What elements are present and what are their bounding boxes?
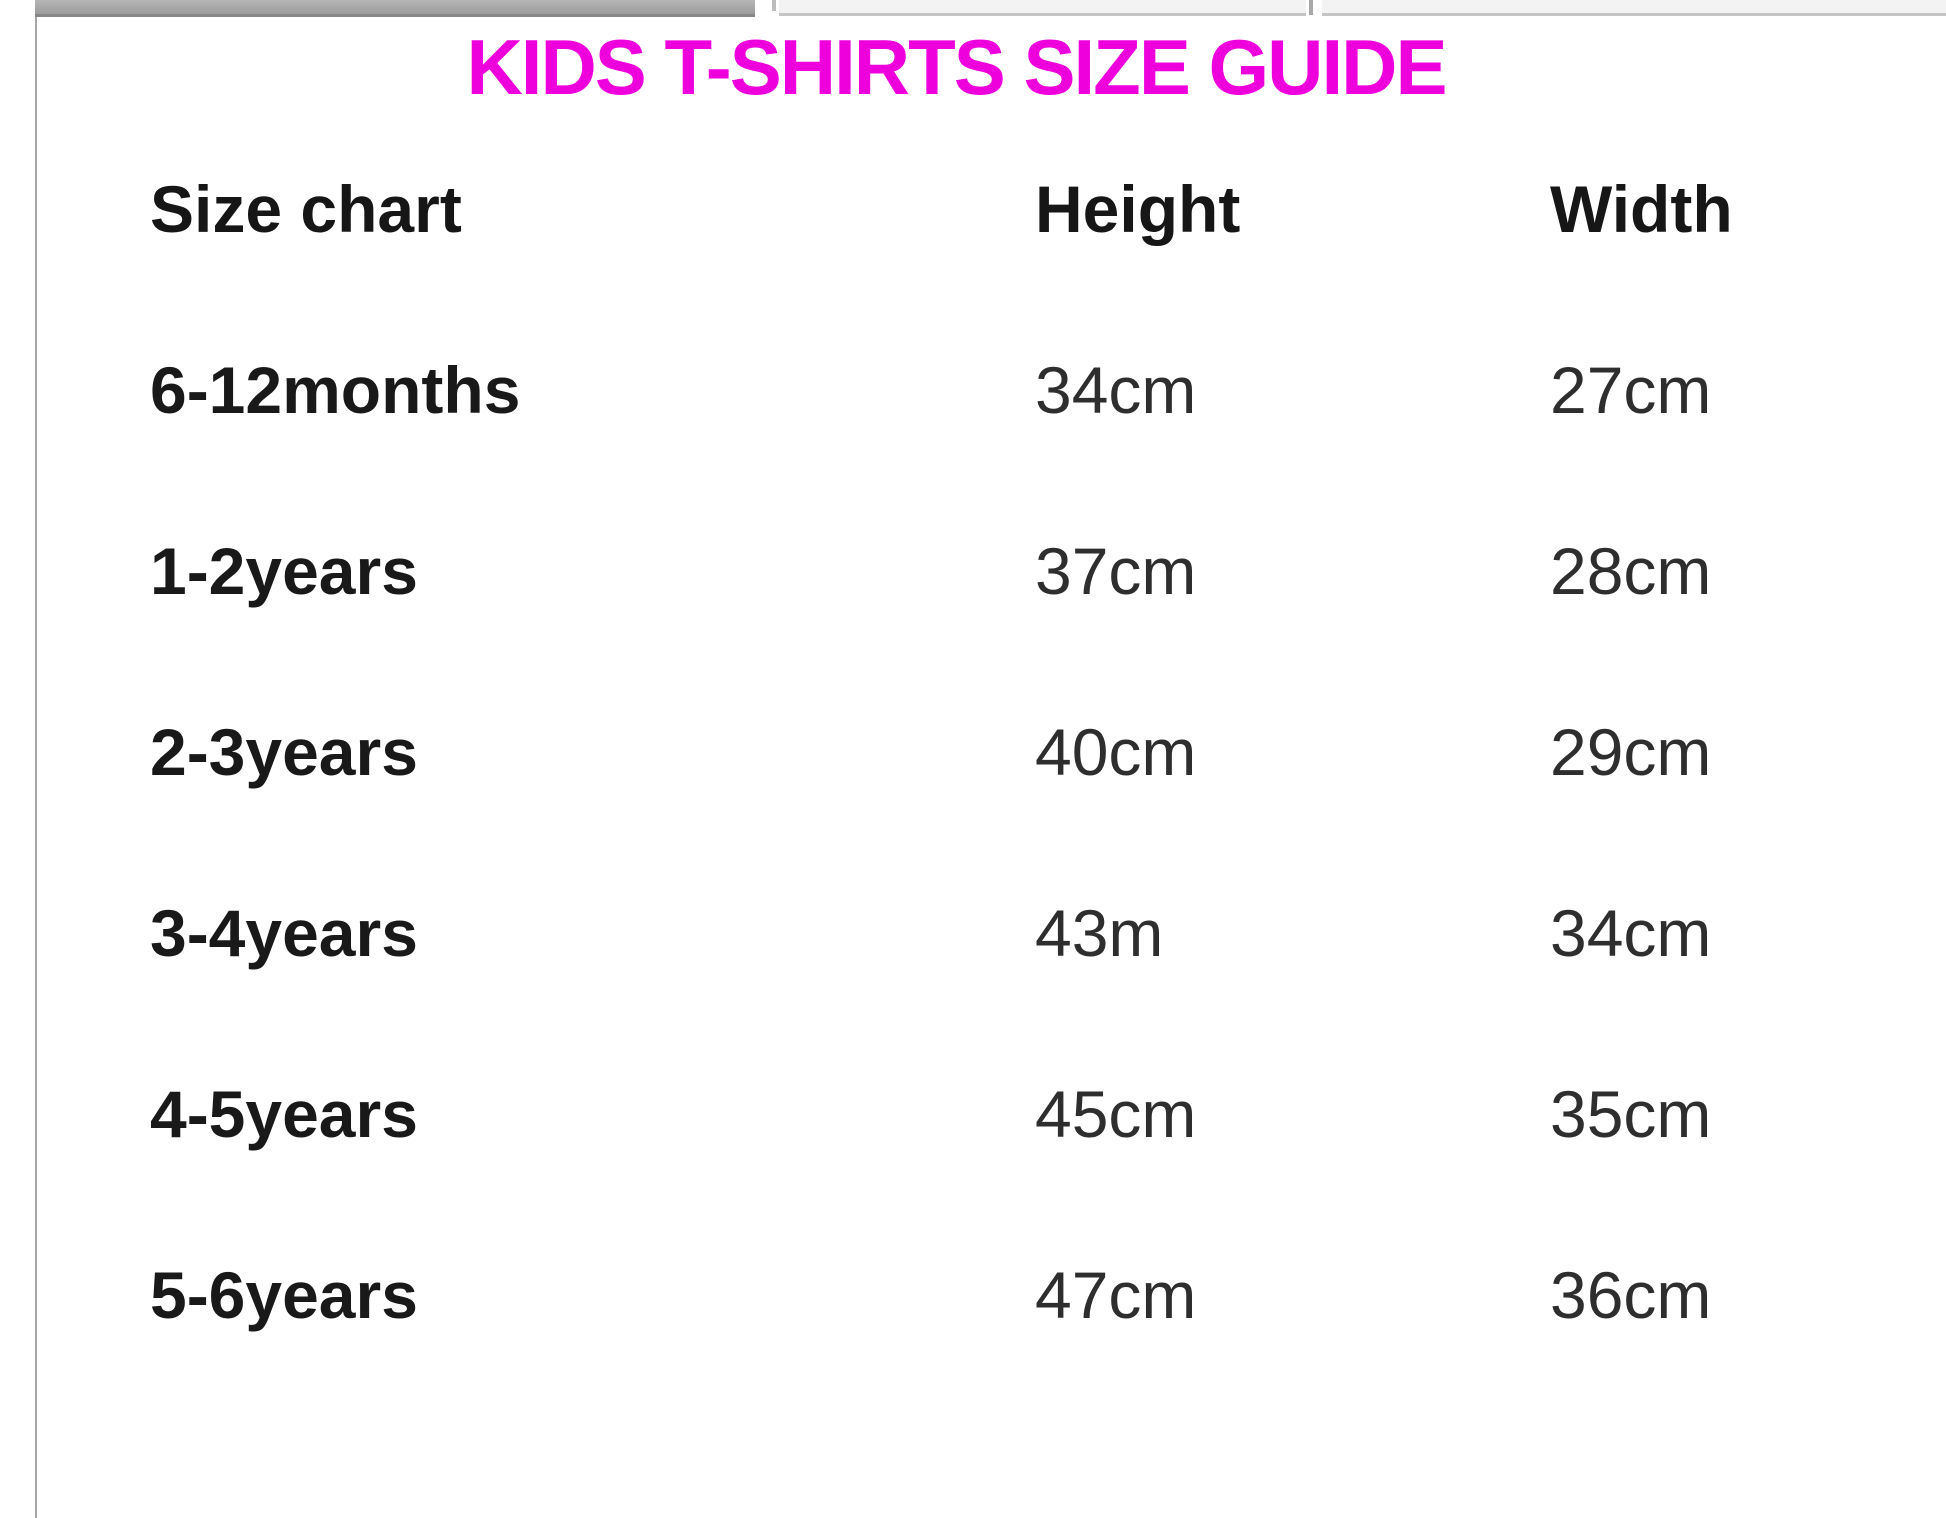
height-cell: 34cm bbox=[1035, 352, 1197, 427]
column-header-width: Width bbox=[1550, 171, 1733, 246]
height-cell: 47cm bbox=[1035, 1257, 1197, 1332]
size-cell: 6-12months bbox=[150, 352, 521, 427]
tab-divider bbox=[1309, 0, 1313, 15]
size-cell: 1-2years bbox=[150, 533, 418, 608]
size-cell: 5-6years bbox=[150, 1257, 418, 1332]
page-title: KIDS T-SHIRTS SIZE GUIDE bbox=[466, 23, 1446, 111]
size-cell: 2-3years bbox=[150, 714, 418, 789]
content-left-border bbox=[35, 17, 37, 1518]
width-cell: 27cm bbox=[1550, 352, 1712, 427]
width-cell: 35cm bbox=[1550, 1076, 1712, 1151]
height-cell: 43m bbox=[1035, 895, 1164, 970]
height-cell: 45cm bbox=[1035, 1076, 1197, 1151]
column-header-height: Height bbox=[1035, 171, 1241, 246]
width-cell: 34cm bbox=[1550, 895, 1712, 970]
height-cell: 37cm bbox=[1035, 533, 1197, 608]
size-cell: 4-5years bbox=[150, 1076, 418, 1151]
tab-fragment-left[interactable] bbox=[779, 0, 1306, 16]
width-cell: 28cm bbox=[1550, 533, 1712, 608]
column-header-size-chart: Size chart bbox=[150, 171, 462, 246]
width-cell: 29cm bbox=[1550, 714, 1712, 789]
height-cell: 40cm bbox=[1035, 714, 1197, 789]
size-chart-table bbox=[150, 118, 1886, 1385]
width-cell: 36cm bbox=[1550, 1257, 1712, 1332]
horizontal-scrollbar-thumb[interactable] bbox=[35, 0, 755, 17]
size-cell: 3-4years bbox=[150, 895, 418, 970]
tab-fragment-right[interactable] bbox=[1322, 0, 1946, 16]
tab-divider bbox=[772, 0, 776, 11]
